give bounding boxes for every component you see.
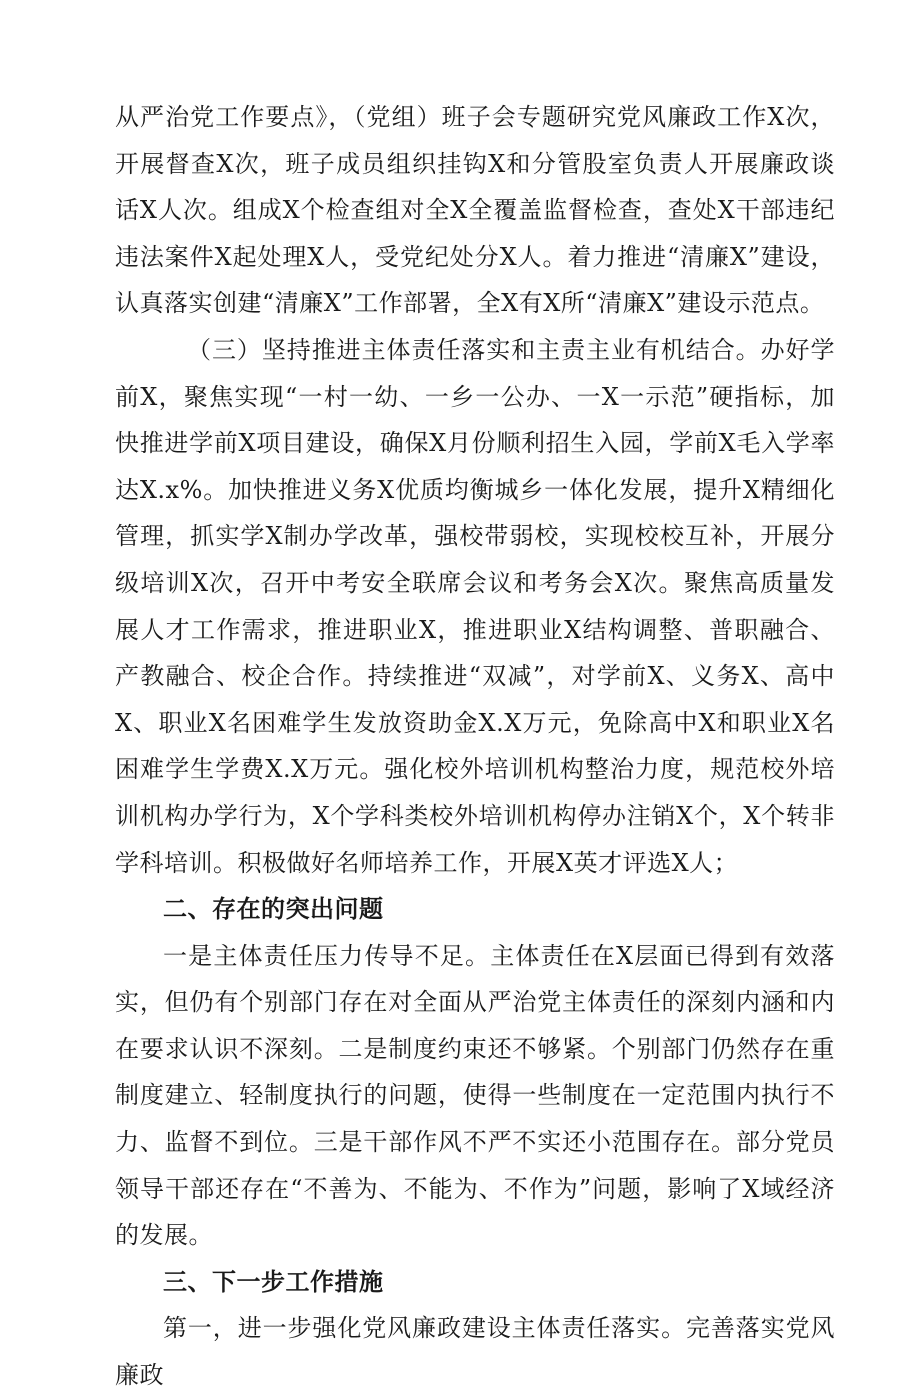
heading-next-steps: 三、下一步工作措施 (163, 1267, 384, 1296)
document-page (115, 94, 835, 1399)
paragraph-next-steps: 第一，进一步强化党风廉政建设主体责任落实。完善落实党风廉政 (115, 1314, 835, 1390)
paragraph-section-three: （三）坚持推进主体责任落实和主责主业有机结合。办好学前X，聚焦实现“一村一幼、一乡一公办、一X一示范”硬指标，加快推进学前X项目建设，确保X月份顺利招生入园，学前X毛入学率达X.x%。加快推进义务X优质均衡城乡一体化发展，提升X精细化管理，抓实学X制办学改革，强校带弱校，实现校校互补，开展分级培训X次，召开中考安全联席会议和考务会X次。聚焦高质量发展人才工作需求，推进职业X，推进职业X结构调整、普职融合、产教融合、校企合作。持续推进“双减”，对学前X、义务X、高中X、职业X名困难学生发放资助金X.X万元，免除高中X和职业X名困难学生学费X.X万元。强化校外培训机构整治力度，规范校外培训机构办学行为，X个学科类校外培训机构停办注销X个，X个转非学科培训。积极做好名师培养工作，开展X英才评选X人； (115, 335, 835, 877)
paragraph-continuation: 从严治党工作要点》，（党组）班子会专题研究党风廉政工作X次，开展督查X次，班子成员组织挂钩X和分管股室负责人开展廉政谈话X人次。组成X个检查组对全X全覆盖监督检查，查处X干部违纪违法案件X起处理X人，受党纪处分X人。着力推进“清廉X”建设，认真落实创建“清廉X”工作部署，全X有X所“清廉X”建设示范点。 (115, 103, 835, 318)
heading-problems: 二、存在的突出问题 (163, 895, 384, 924)
paragraph-problems: 一是主体责任压力传导不足。主体责任在X层面已得到有效落实，但仍有个别部门存在对全面从严治党主体责任的深刻内涵和内在要求认识不深刻。二是制度约束还不够紧。个别部门仍然存在重制度建立、轻制度执行的问题，使得一些制度在一定范围内执行不力、监督不到位。三是干部作风不严不实还小范围存在。部分党员领导干部还存在“不善为、不能为、不作为”问题，影响了X域经济的发展。 (115, 941, 835, 1250)
